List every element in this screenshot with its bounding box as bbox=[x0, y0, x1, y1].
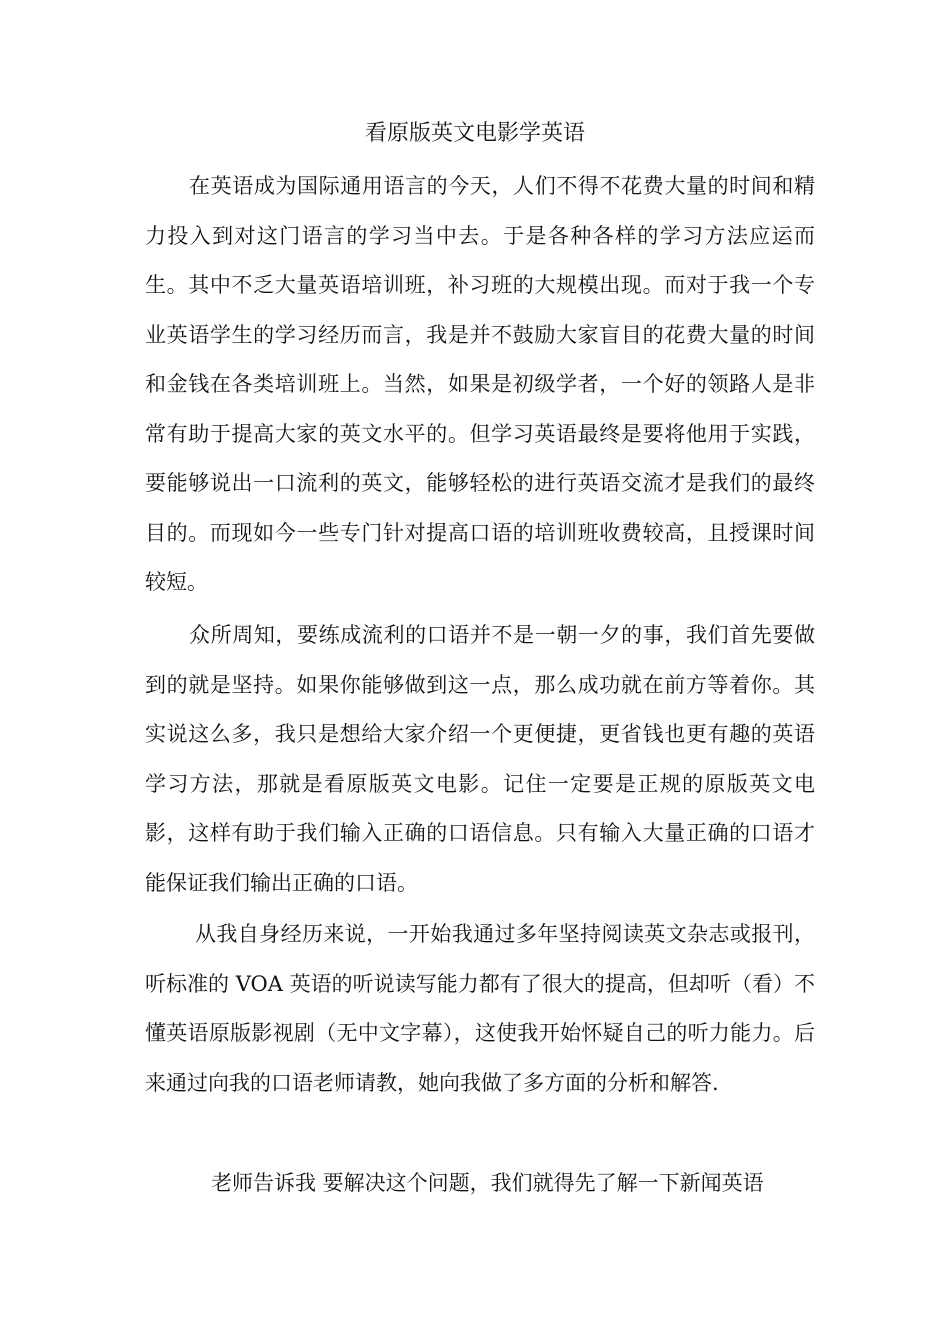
paragraph-2: 众所周知，要练成流利的口语并不是一朝一夕的事，我们首先要做到的就是坚持。如果你能够做到这一点，那么成功就在前方等着你。其实说这么多，我只是想给大家介绍一个更便捷，更省钱也更有趣的英语学习方法，那就是看原版英文电影。记住一定要是正规的原版英文电影，这样有助于我们输入正确的口语信息。只有输入大量正确的口语才能保证我们输出正确的口语。 bbox=[145, 623, 815, 895]
paragraph-3: 从我自身经历来说，一开始我通过多年坚持阅读英文杂志或报刊，听标准的 VOA 英语的听说读写能力都有了很大的提高，但却听（看）不懂英语原版影视剧（无中文字幕），这使我开始怀疑自己的听力能力。后来通过向我的口语老师请教，她向我做了多方面的分析和解答. bbox=[145, 922, 815, 1095]
paragraph-4: 老师告诉我 要解决这个问题，我们就得先了解一下新闻英语 bbox=[211, 1171, 764, 1195]
document-title: 看原版英文电影学英语 bbox=[364, 121, 585, 146]
paragraph-1: 在英语成为国际通用语言的今天，人们不得不花费大量的时间和精力投入到对这门语言的学习当中去。于是各种各样的学习方法应运而生。其中不乏大量英语培训班，补习班的大规模出现。而对于我一个专业英语学生的学习经历而言，我是并不鼓励大家盲目的花费大量的时间和金钱在各类培训班上。当然，如果是初级学者，一个好的领路人是非常有助于提高大家的英文水平的。但学习英语最终是要将他用于实践，要能够说出一口流利的英文，能够轻松的进行英语交流才是我们的最终目的。而现如今一些专门针对提高口语的培训班收费较高，且授课时间较短。 bbox=[145, 174, 815, 594]
